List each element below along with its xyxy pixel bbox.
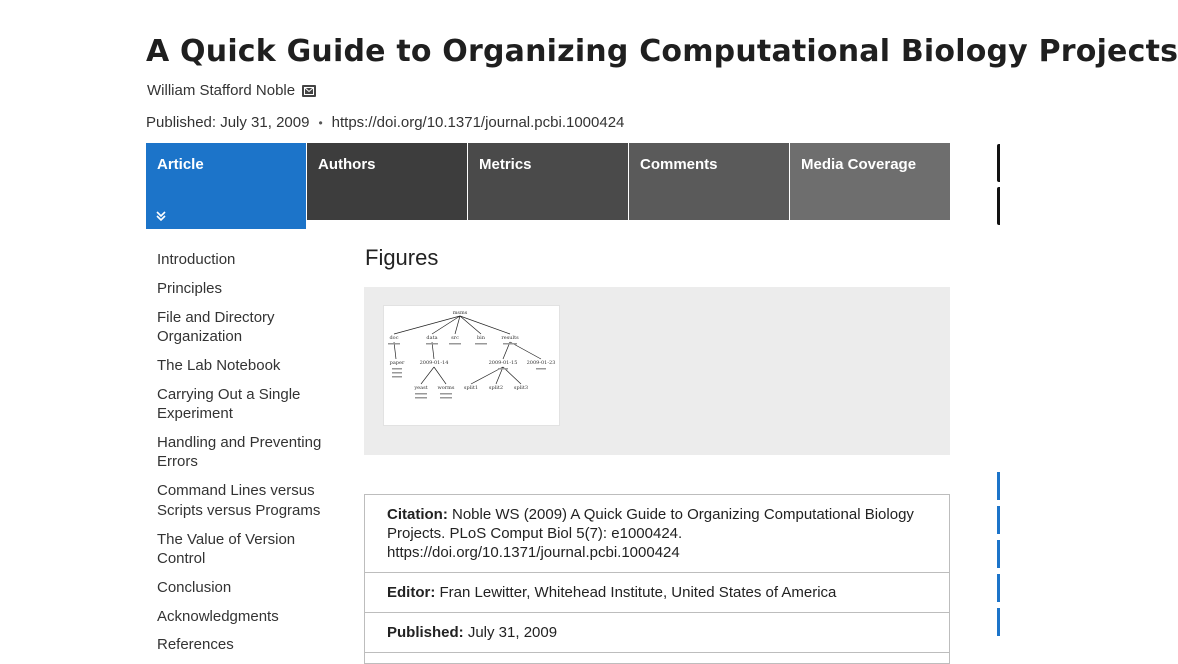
share-button-partial[interactable] <box>997 506 1000 534</box>
tree-node: doc <box>389 335 399 341</box>
tree-node: worms <box>437 385 455 391</box>
published-row <box>365 613 949 653</box>
toc-conclusion[interactable]: Conclusion <box>157 578 232 596</box>
tree-node: data <box>426 335 438 341</box>
article-info-box <box>364 494 950 664</box>
editor-text: Fran Lewitter, Whitehead Institute, United States of America <box>439 584 837 601</box>
published-label: Published: <box>387 624 464 641</box>
tab-label: Article <box>157 156 204 173</box>
toc-references[interactable]: References <box>157 636 234 654</box>
tree-node: split3 <box>513 385 529 391</box>
publication-info <box>146 114 624 131</box>
doi-link[interactable]: https://doi.org/10.1371/journal.pcbi.1000424 <box>331 114 625 131</box>
tree-root: msms <box>452 310 468 316</box>
figure-carousel <box>364 287 950 455</box>
toc-command-lines[interactable]: Command Lines versus Scripts versus Programs <box>157 482 321 519</box>
tab-metrics[interactable] <box>468 143 628 220</box>
directory-tree-diagram <box>384 306 559 425</box>
tab-label: Authors <box>318 156 376 173</box>
tree-node: 2009-01-14 <box>419 360 449 366</box>
figures-heading: Figures <box>365 245 439 270</box>
share-button-partial[interactable] <box>997 608 1000 636</box>
tab-authors[interactable] <box>307 143 467 220</box>
citation-text: Noble WS (2009) A Quick Guide to Organizing Computational Biology Projects. PLoS Comput Biol 5(7): e1000424. https://doi.org/10.1371/journal.pcbi.1000424 <box>387 506 914 561</box>
article-title: A Quick Guide to Organizing Computational Biology Projects <box>146 34 1178 69</box>
envelope-icon[interactable] <box>302 85 316 97</box>
tab-comments[interactable] <box>629 143 789 220</box>
share-button-partial[interactable] <box>997 472 1000 500</box>
tree-node: paper <box>389 360 405 366</box>
tab-label: Media Coverage <box>801 156 917 173</box>
tab-article[interactable] <box>146 143 306 229</box>
tab-media-coverage[interactable] <box>790 143 950 220</box>
tab-label: Metrics <box>479 156 532 173</box>
tree-node: results <box>501 335 519 341</box>
toc-principles[interactable]: Principles <box>157 279 223 297</box>
tree-node: split2 <box>488 385 504 391</box>
tree-node: bin <box>476 335 486 341</box>
editor-row <box>365 573 949 613</box>
tree-node: src <box>451 335 459 341</box>
figure-thumbnail[interactable] <box>384 306 559 425</box>
citation-row <box>365 495 949 573</box>
author-link[interactable]: William Stafford Noble <box>147 82 296 99</box>
tree-node: yeast <box>414 385 428 391</box>
published-text: July 31, 2009 <box>467 624 558 641</box>
double-chevron-down-icon[interactable] <box>155 210 167 222</box>
separator-dot: • <box>318 115 323 130</box>
published-date: Published: July 31, 2009 <box>146 114 310 131</box>
editor-label: Editor: <box>387 584 436 601</box>
toc-single-experiment[interactable]: Carrying Out a Single Experiment <box>157 385 301 423</box>
toc-introduction[interactable]: Introduction <box>157 251 236 268</box>
author-row <box>147 82 316 99</box>
toc-lab-notebook[interactable]: The Lab Notebook <box>157 356 281 374</box>
sidebar-button-partial[interactable] <box>997 187 1000 225</box>
toc-handling-errors[interactable]: Handling and Preventing Errors <box>157 433 322 471</box>
tree-node: 2009-01-15 <box>488 360 518 366</box>
table-of-contents <box>157 250 332 664</box>
tree-node: 2009-01-23 <box>526 360 556 366</box>
toc-file-and-directory-organization[interactable]: File and Directory Organization <box>157 308 275 346</box>
tab-label: Comments <box>640 156 718 173</box>
citation-label: Citation: <box>387 506 448 523</box>
toc-acknowledgments[interactable]: Acknowledgments <box>157 607 279 625</box>
share-button-partial[interactable] <box>997 540 1000 568</box>
article-tabs <box>146 143 950 230</box>
share-button-partial[interactable] <box>997 574 1000 602</box>
sidebar-button-partial[interactable] <box>997 144 1000 182</box>
tree-node: split1 <box>463 385 479 391</box>
toc-version-control[interactable]: The Value of Version Control <box>157 530 296 568</box>
